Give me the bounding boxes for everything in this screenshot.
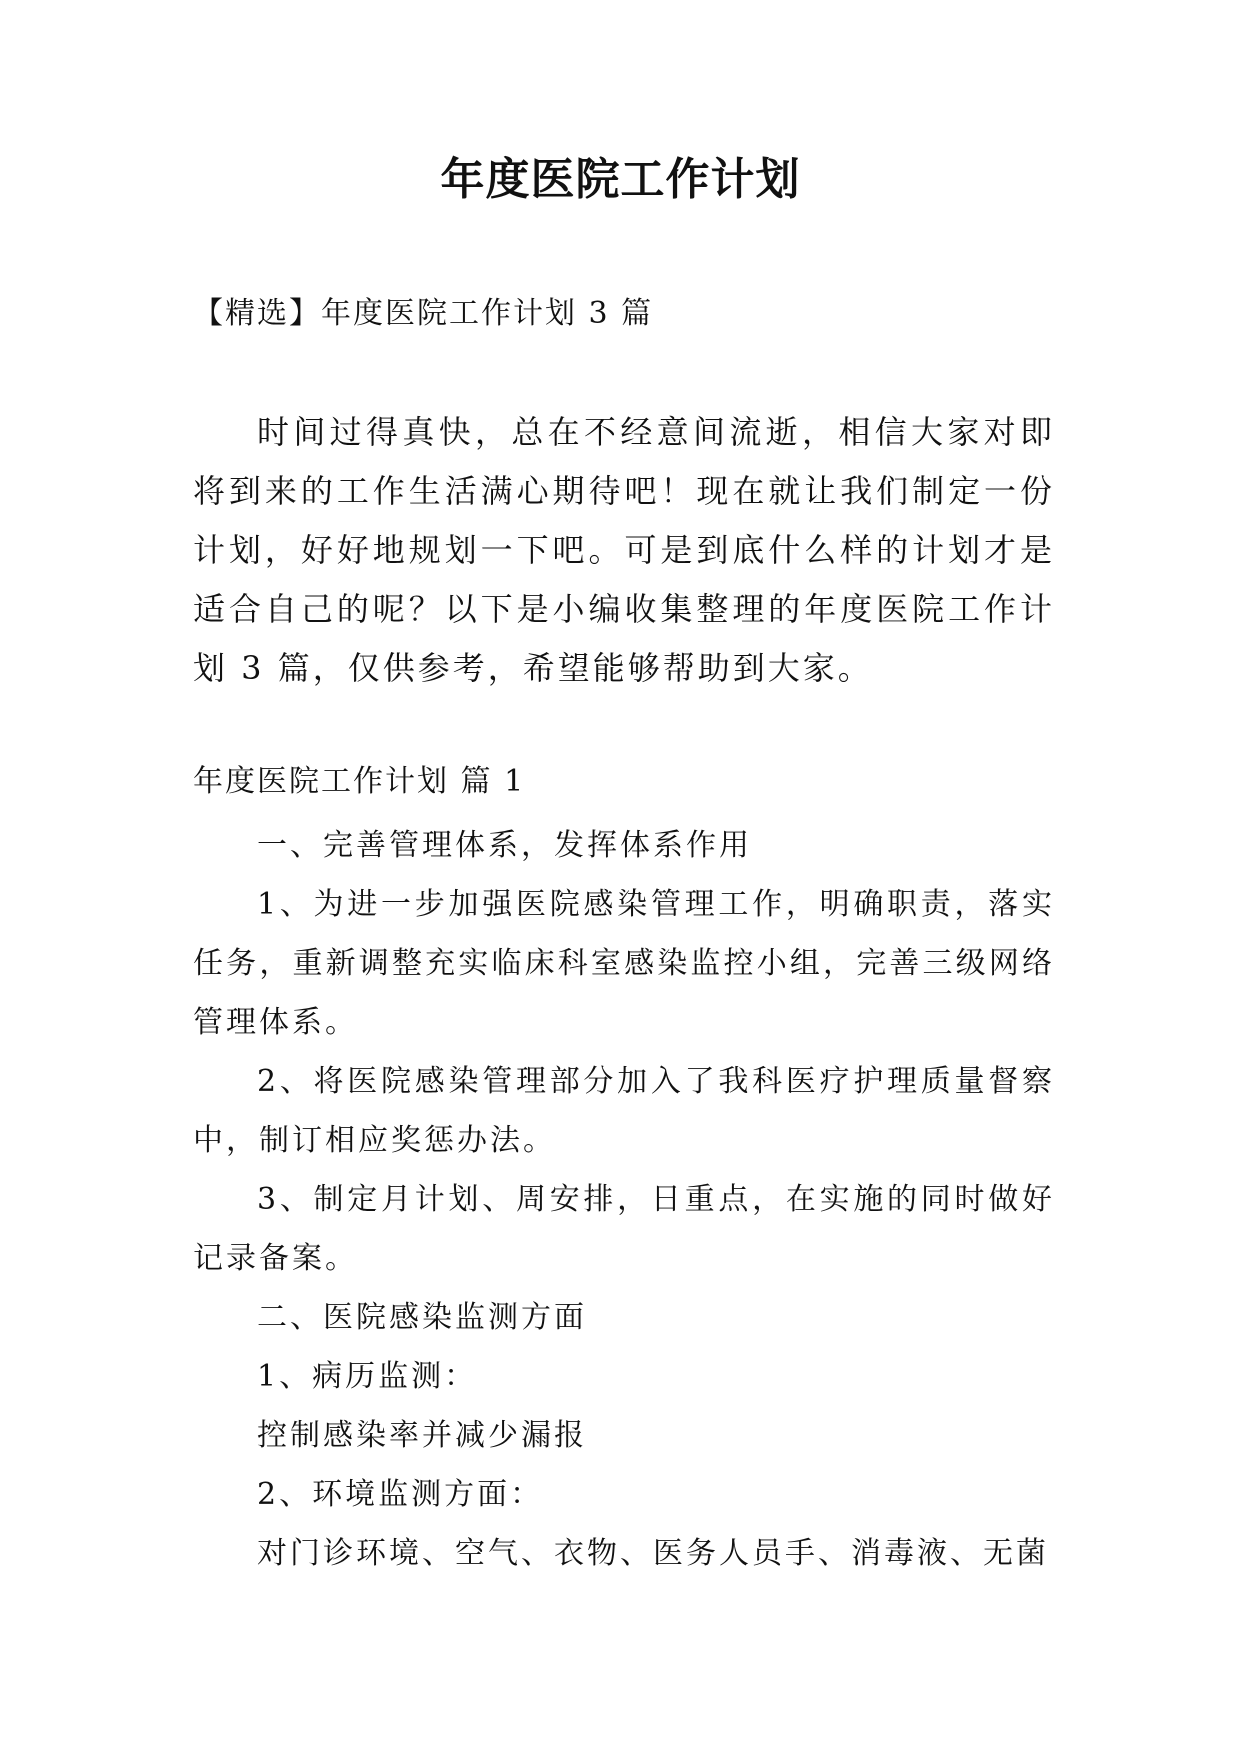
body-paragraph: 一、完善管理体系，发挥体系作用 <box>257 828 752 863</box>
section-body <box>193 816 1055 1583</box>
document-title: 年度医院工作计划 <box>440 154 801 205</box>
body-paragraph: 2、环境监测方面： <box>257 1477 544 1512</box>
body-paragraph: 3、制定月计划、周安排，日重点，在实施的同时做好记录备案。 <box>193 1182 1055 1276</box>
body-paragraph: 对门诊环境、空气、衣物、医务人员手、消毒液、无菌 <box>257 1536 1049 1571</box>
intro-paragraph: 时间过得真快，总在不经意间流逝，相信大家对即将到来的工作生活满心期待吧！现在就让我们制定一份计划，好好地规划一下吧。可是到底什么样的计划才是适合自己的呢？以下是小编收集整理的年度医院工作计划 3 篇，仅供参考，希望能够帮助到大家。 <box>193 413 1055 687</box>
body-paragraph: 控制感染率并减少漏报 <box>257 1418 587 1453</box>
document-subtitle: 【精选】年度医院工作计划 3 篇 <box>193 296 654 331</box>
body-paragraph: 2、将医院感染管理部分加入了我科医疗护理质量督察中，制订相应奖惩办法。 <box>193 1064 1055 1158</box>
body-paragraph: 1、病历监测： <box>257 1359 478 1394</box>
body-paragraph: 二、医院感染监测方面 <box>257 1300 587 1335</box>
body-paragraph: 1、为进一步加强医院感染管理工作，明确职责，落实任务，重新调整充实临床科室感染监控小组，完善三级网络管理体系。 <box>193 887 1055 1040</box>
section-heading: 年度医院工作计划 篇 1 <box>193 764 526 799</box>
